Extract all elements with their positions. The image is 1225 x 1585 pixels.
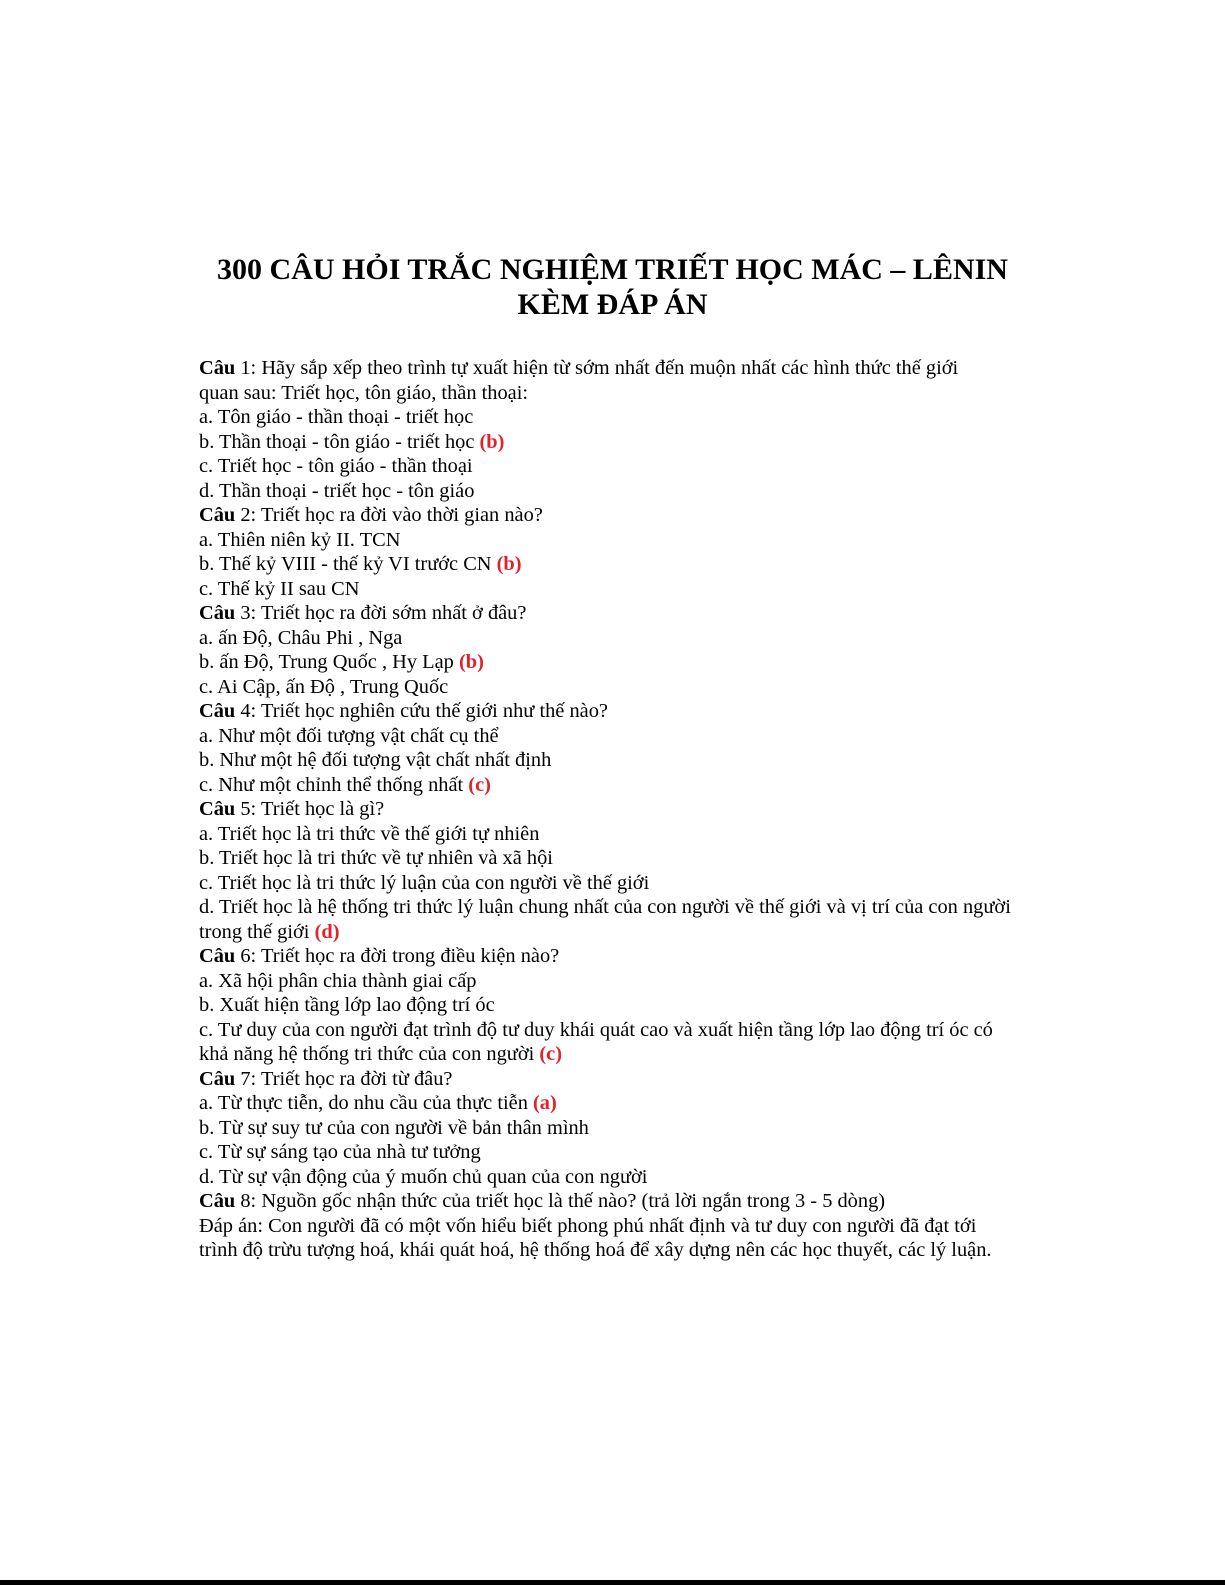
answer-marker: (b): [458, 651, 484, 673]
option-2b: b. Thế kỷ VIII - thế kỷ VI trước CN (b): [199, 553, 522, 575]
question-5: [199, 797, 1019, 822]
option-1d: d. Thần thoại - triết học - tôn giáo: [199, 479, 475, 502]
question-2: [199, 503, 1019, 528]
option-7b: b. Từ sự suy tư của con người về bản thân mình: [199, 1116, 589, 1139]
question-text: 1: Hãy sắp xếp theo trình tự xuất hiện từ sớm nhất đến muộn nhất các hình thức thế giới: [235, 357, 959, 379]
option-6c: c. Tư duy của con người đạt trình độ tư duy khái quát cao và xuất hiện tầng lớp lao động trí óc có khả năng hệ thống tri thức của con người (c): [199, 1018, 993, 1065]
question-label: Câu: [199, 798, 236, 820]
answer-marker: (d): [314, 920, 340, 943]
option-1a: a. Tôn giáo - thần thoại - triết học: [199, 406, 474, 428]
option-1c: c. Triết học - tôn giáo - thần thoại: [199, 455, 473, 477]
question-text: 7: Triết học ra đời từ đâu?: [235, 1067, 453, 1090]
title-line-2: KÈM ĐÁP ÁN: [517, 288, 708, 321]
question-text: 3: Triết học ra đời sớm nhất ở đâu?: [235, 602, 527, 624]
option-5a: a. Triết học là tri thức về thế giới tự nhiên: [199, 822, 540, 845]
question-label: Câu: [199, 504, 236, 526]
question-3: [199, 601, 1019, 626]
question-label: Câu: [199, 1067, 236, 1090]
option-2c: c. Thế kỷ II sau CN: [199, 577, 360, 600]
question-text: 4: Triết học nghiên cứu thế giới như thế nào?: [235, 700, 608, 722]
option-3b: b. ấn Độ, Trung Quốc , Hy Lạp (b): [199, 651, 484, 673]
answer-marker: (c): [539, 1043, 562, 1065]
question-4: [199, 699, 1019, 724]
question-label: Câu: [199, 700, 236, 722]
answer-marker: (b): [496, 553, 522, 575]
option-7a: a. Từ thực tiễn, do nhu cầu của thực tiễn (a): [199, 1092, 557, 1114]
question-text: 5: Triết học là gì?: [235, 798, 385, 820]
question-label: Câu: [199, 945, 236, 967]
question-list: [199, 356, 1019, 1263]
option-7c: c. Từ sự sáng tạo của nhà tư tưởng: [199, 1141, 481, 1163]
option-4a: a. Như một đối tượng vật chất cụ thể: [199, 724, 499, 747]
option-3a: a. ấn Độ, Châu Phi , Nga: [199, 626, 403, 649]
option-5b: b. Triết học là tri thức về tự nhiên và xã hội: [199, 847, 553, 869]
page-bottom-border: [0, 1580, 1225, 1585]
option-5d: d. Triết học là hệ thống tri thức lý luận chung nhất của con người về thế giới và vị trí của con người trong thế giới (d): [199, 896, 1011, 943]
option-7d: d. Từ sự vận động của ý muốn chủ quan của con người: [199, 1165, 648, 1188]
question-label: Câu: [199, 1190, 236, 1212]
question-text: 2: Triết học ra đời vào thời gian nào?: [235, 504, 543, 526]
answer-marker: (b): [479, 430, 505, 453]
question-1: [199, 356, 1019, 381]
answer-8: Đáp án: Con người đã có một vốn hiểu biết phong phú nhất định và tư duy con người đã đạt tới trình độ trừu tượng hoá, khái quát hoá, hệ thống hoá để xây dựng nên các học thuyết, các lý luận.: [199, 1214, 992, 1261]
document-title: [150, 252, 1075, 322]
question-label: Câu: [199, 357, 236, 379]
option-2a: a. Thiên niên kỷ II. TCN: [199, 528, 401, 551]
option-6a: a. Xã hội phân chia thành giai cấp: [199, 969, 477, 992]
title-line-1: 300 CÂU HỎI TRẮC NGHIỆM TRIẾT HỌC MÁC – LÊNIN: [217, 253, 1008, 286]
question-7: [199, 1067, 1019, 1092]
option-5c: c. Triết học là tri thức lý luận của con người về thế giới: [199, 871, 650, 894]
question-text: 8: Nguồn gốc nhận thức của triết học là thế nào? (trả lời ngắn trong 3 - 5 dòng): [235, 1190, 886, 1212]
answer-marker: (a): [533, 1092, 557, 1114]
option-4b: b. Như một hệ đối tượng vật chất nhất định: [199, 749, 552, 771]
option-4c: c. Như một chỉnh thể thống nhất (c): [199, 773, 491, 796]
option-1b: b. Thần thoại - tôn giáo - triết học (b): [199, 430, 505, 453]
question-label: Câu: [199, 602, 236, 624]
question-1-continued: quan sau: Triết học, tôn giáo, thần thoại:: [199, 381, 529, 404]
question-6: [199, 944, 1019, 969]
option-3c: c. Ai Cập, ấn Độ , Trung Quốc: [199, 675, 449, 698]
question-8: [199, 1189, 1019, 1214]
option-6b: b. Xuất hiện tầng lớp lao động trí óc: [199, 994, 495, 1016]
question-text: 6: Triết học ra đời trong điều kiện nào?: [235, 945, 560, 967]
answer-marker: (c): [468, 773, 491, 796]
